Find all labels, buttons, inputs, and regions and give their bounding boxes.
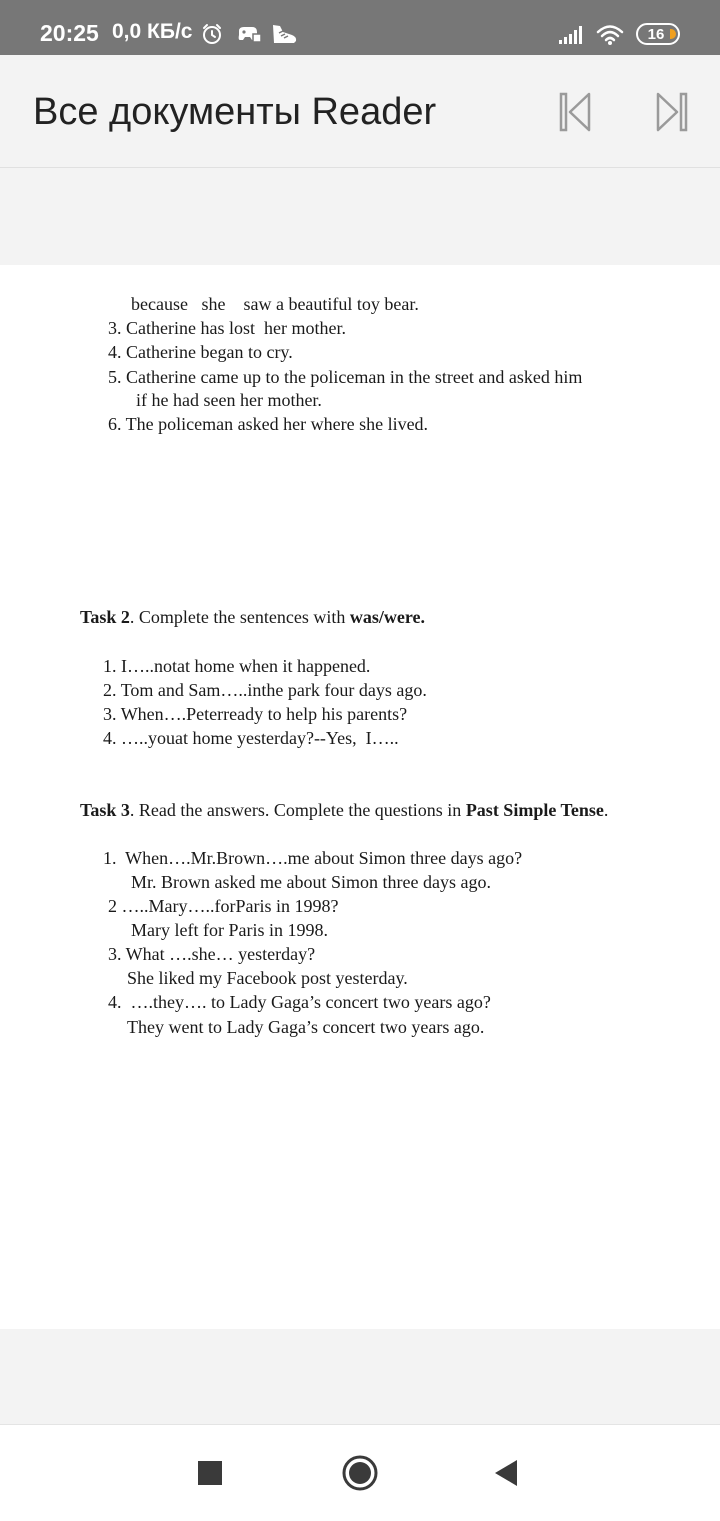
battery-icon <box>636 23 680 45</box>
skip-previous-icon[interactable] <box>558 91 594 133</box>
list-item <box>103 654 370 678</box>
shoe-icon <box>270 22 298 46</box>
answer-line <box>127 1015 484 1039</box>
list-item-text: When….Peterready to help his parents? <box>120 704 408 724</box>
battery-level: 16 <box>647 26 665 43</box>
task3-label: Task 3 <box>80 800 130 820</box>
task3-bold: Past Simple Tense <box>465 800 604 820</box>
question-text: 1. When….Mr.Brown….me about Simon three days ago? <box>103 848 523 868</box>
task3-instruction: . Read the answers. Complete the questions in <box>129 800 466 820</box>
list-number: 3. <box>108 318 122 338</box>
list-item-text: 6. The policeman asked her where she lived. <box>108 414 429 434</box>
list-item <box>103 726 399 750</box>
list-item-text: if he had seen her mother. <box>136 390 322 410</box>
network-speed: 0,0 КБ/с <box>112 20 193 43</box>
answer-text: She liked my Facebook post yesterday. <box>127 968 408 988</box>
task3-heading <box>80 798 608 822</box>
list-number: 4. <box>103 728 117 748</box>
list-item-text: Catherine came up to the policeman in the street and asked him <box>126 367 583 387</box>
list-item <box>136 388 322 412</box>
list-item-text: because she saw a beautiful toy bear. <box>131 294 419 314</box>
home-circle-icon[interactable] <box>341 1454 379 1492</box>
question-text: 3. What ….she… yesterday? <box>108 944 316 964</box>
list-item-text: Catherine began to cry. <box>126 342 293 362</box>
task2-bold: was/were. <box>349 607 425 627</box>
task2-instruction: . Complete the sentences with <box>129 607 350 627</box>
question-text: 4. ….they…. to Lady Gaga’s concert two years ago? <box>108 992 491 1012</box>
task3-end: . <box>603 800 609 820</box>
list-item-text: Catherine has lost her mother. <box>126 318 346 338</box>
status-bar <box>0 0 720 55</box>
list-item <box>131 292 419 316</box>
list-number: 1. <box>103 656 117 676</box>
list-item-text: Tom and Sam…..inthe park four days ago. <box>120 680 427 700</box>
list-item <box>108 365 582 389</box>
app-bar <box>0 55 720 168</box>
document-page <box>0 265 720 1329</box>
signal-icon <box>558 25 586 45</box>
recents-square-icon[interactable] <box>198 1461 222 1485</box>
list-item-text: …..youat home yesterday?--Yes, I….. <box>121 728 399 748</box>
answer-text: Mary left for Paris in 1998. <box>131 920 328 940</box>
answer-line <box>131 918 328 942</box>
task2-heading <box>80 605 425 629</box>
list-number: 2. <box>103 680 117 700</box>
list-item <box>108 340 293 364</box>
question-line <box>103 846 522 870</box>
list-item-text: I…..notat home when it happened. <box>121 656 371 676</box>
question-text: 2 …..Mary…..forParis in 1998? <box>108 896 339 916</box>
gamepad-icon <box>236 22 262 46</box>
wifi-icon <box>596 24 624 46</box>
list-number: 5. <box>108 367 122 387</box>
battery-fill <box>670 29 676 39</box>
skip-next-icon[interactable] <box>654 91 690 133</box>
page-title: Все документы Reader <box>33 91 437 133</box>
answer-text: They went to Lady Gaga’s concert two years ago. <box>127 1017 485 1037</box>
list-item <box>108 316 346 340</box>
alarm-icon <box>200 22 224 46</box>
answer-text: Mr. Brown asked me about Simon three days ago. <box>131 872 491 892</box>
answer-line <box>131 870 491 894</box>
question-line <box>108 990 491 1014</box>
list-item <box>103 678 427 702</box>
status-time: 20:25 <box>40 20 99 46</box>
list-item <box>103 702 407 726</box>
list-number: 4. <box>108 342 122 362</box>
question-line <box>108 894 338 918</box>
list-item <box>108 412 428 436</box>
back-triangle-icon[interactable] <box>494 1459 518 1487</box>
answer-line <box>127 966 408 990</box>
task2-label: Task 2 <box>80 607 130 627</box>
question-line <box>108 942 315 966</box>
system-nav-bar <box>0 1424 720 1521</box>
list-number: 3. <box>103 704 117 724</box>
